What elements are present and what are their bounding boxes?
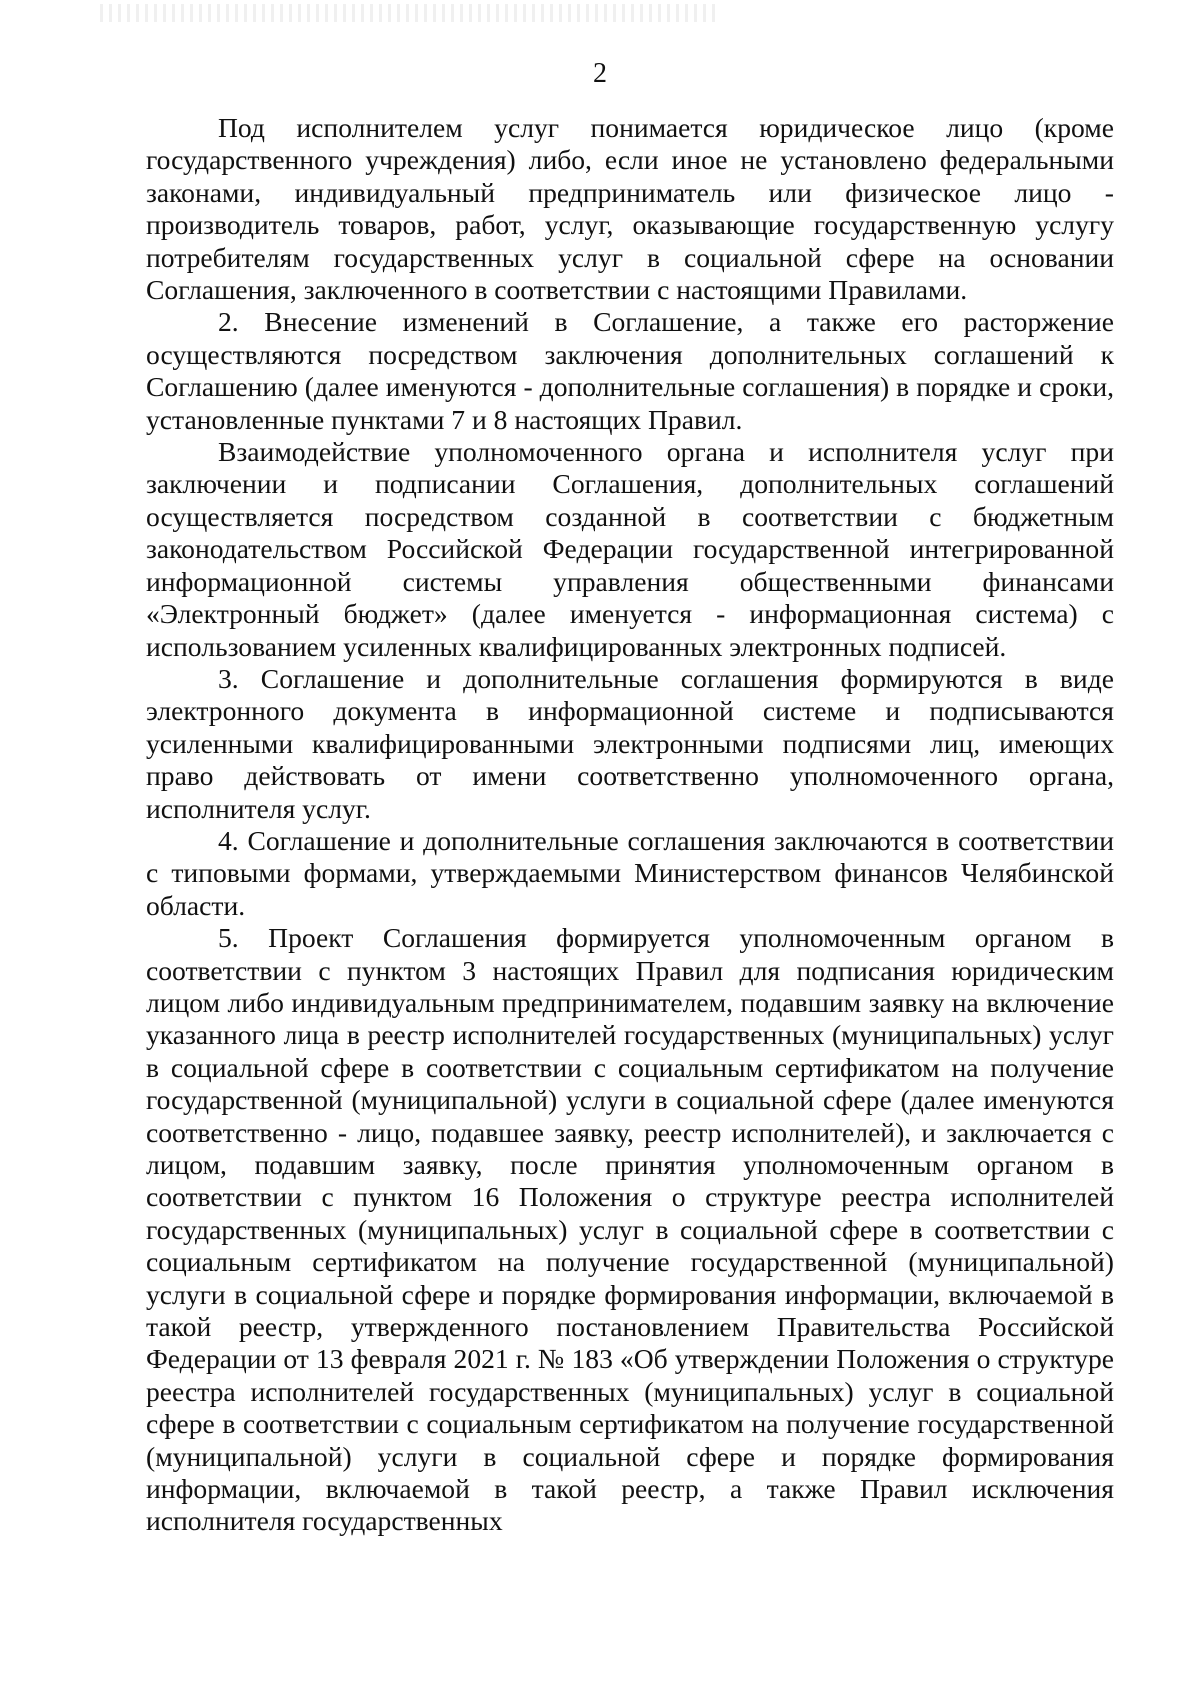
page-number: 2: [593, 58, 607, 89]
paragraph-4-standard-forms: 4. Соглашение и дополнительные соглашения заключаются в соответствии с типовыми формами, утверждаемыми Министерством финансов Челябинской области.: [146, 824, 1114, 921]
scan-artifact: [100, 4, 720, 22]
paragraph-2-amendments: 2. Внесение изменений в Соглашение, а также его расторжение осуществляются посредством заключения дополнительных соглашений к Соглашению (далее именуются - дополнительные соглашения) в порядке и сроки, установленные пунктами 7 и 8 настоящих Правил.: [146, 306, 1114, 435]
paragraph-executor-definition: Под исполнителем услуг понимается юридическое лицо (кроме государственного учреждения) либо, если иное не установлено федеральными законами, индивидуальный предприниматель или физическое лицо - производитель товаров, работ, услуг, оказывающие государственную услугу потребителям государственных услуг в социальной сфере на основании Соглашения, заключенного в соответствии с настоящими Правилами.: [146, 112, 1114, 306]
paragraph-interaction: Взаимодействие уполномоченного органа и исполнителя услуг при заключении и подписании Соглашения, дополнительных соглашений осуществляется посредством созданной в соответствии с бюджетным законодательством Российской Федерации государственной интегрированной информационной системы управления общественными финансами «Электронный бюджет» (далее именуется - информационная система) с использованием усиленных квалифицированных электронных подписей.: [146, 436, 1114, 662]
paragraph-5-draft-agreement: 5. Проект Соглашения формируется уполномоченным органом в соответствии с пунктом 3 настоящих Правил для подписания юридическим лицом либо индивидуальным предпринимателем, подавшим заявку на включение указанного лица в реестр исполнителей государственных (муниципальных) услуг в социальной сфере в соответствии с социальным сертификатом на получение государственной (муниципальной) услуги в социальной сфере (далее именуются соответственно - лицо, подавшее заявку, реестр исполнителей), и заключается с лицом, подавшим заявку, после принятия уполномоченным органом в соответствии с пунктом 16 Положения о структуре реестра исполнителей государственных (муниципальных) услуг в социальной сфере в соответствии с социальным сертификатом на получение государственной (муниципальной) услуги в социальной сфере и порядке формирования информации, включаемой в такой реестр, утвержденного постановлением Правительства Российской Федерации от 13 февраля 2021 г. № 183 «Об утверждении Положения о структуре реестра исполнителей государственных (муниципальных) услуг в социальной сфере в соответствии с социальным сертификатом на получение государственной (муниципальной) услуги в социальной сфере и порядке формирования информации, включаемой в такой реестр, а также Правил исключения исполнителя государственных: [146, 922, 1114, 1537]
paragraph-3-electronic-form: 3. Соглашение и дополнительные соглашения формируются в виде электронного документа в информационной системе и подписываются усиленными квалифицированными электронными подписями лиц, имеющих право действовать от имени соответственно уполномоченного органа, исполнителя услуг.: [146, 662, 1114, 824]
document-body: [146, 112, 1114, 1538]
